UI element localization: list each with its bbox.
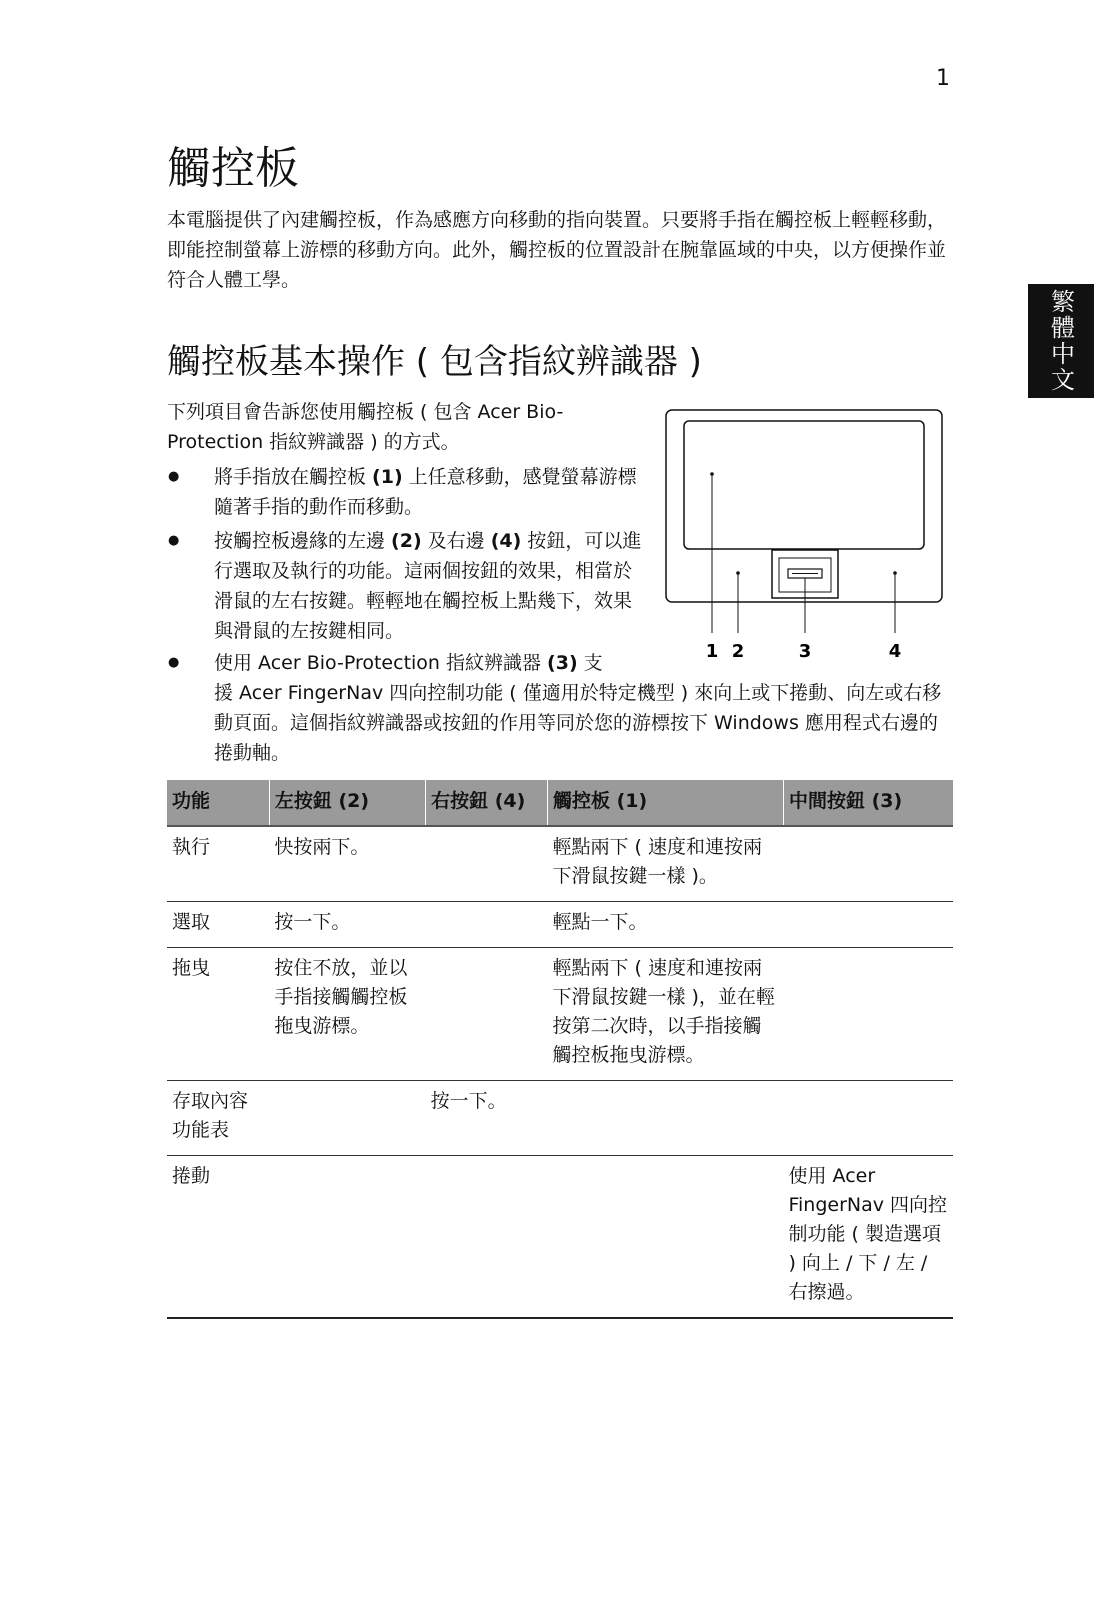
table-cell (783, 902, 953, 948)
table-cell (783, 948, 953, 1081)
table-cell: 輕點兩下 ( 速度和連按兩下滑鼠按鍵一樣 )。 (547, 826, 783, 902)
callout-label-1: 1 (705, 641, 719, 662)
bullet-ref: (1) (372, 466, 403, 488)
callout-label-4: 4 (888, 641, 902, 662)
table-cell: 按一下。 (426, 1081, 548, 1156)
bullet-text: 按鈕，可以進行選取及執行的功能。這兩個按鈕的效果，相當於滑鼠的左右按鍵。輕輕地在觸控板上點幾下，效果與滑鼠的左按鍵相同。 (214, 530, 642, 642)
table-cell (426, 902, 548, 948)
touchpad-surface (684, 421, 924, 549)
bullet-text: 按觸控板邊緣的左邊 (214, 530, 392, 552)
table-cell: 輕點兩下 ( 速度和連按兩下滑鼠按鍵一樣 )，並在輕按第二次時，以手指接觸觸控板拖曳游標。 (547, 948, 783, 1081)
intro-paragraph: 本電腦提供了內建觸控板，作為感應方向移動的指向裝置。只要將手指在觸控板上輕輕移動，即能控制螢幕上游標的移動方向。此外，觸控板的位置設計在腕靠區域的中央，以方便操作並符合人體工學。 (167, 209, 947, 291)
table-header-cell: 功能 (167, 780, 269, 826)
table-cell: 執行 (167, 826, 269, 902)
table-row (167, 1156, 953, 1319)
page-title: 觸控板 (167, 143, 299, 194)
bullet-first-line (214, 648, 634, 678)
table-row (167, 1081, 953, 1156)
table-cell: 存取內容功能表 (167, 1081, 269, 1156)
bullet-item-move (214, 462, 644, 522)
bullet-ref: (4) (490, 530, 522, 552)
bullet-ref: (2) (391, 530, 422, 552)
table-cell (783, 826, 953, 902)
table-cell (269, 1081, 425, 1156)
table-row (167, 902, 953, 948)
table-header-row (167, 780, 953, 826)
bullet-text: 援 Acer FingerNav 四向控制功能 ( 僅適用於特定機型 ) 來向上或下捲動、向左或右移動頁面。這個指紋辨識器或按鈕的作用等同於您的游標按下 Windows 應用程式右邊的捲動軸。 (214, 682, 942, 764)
callout-label-2: 2 (731, 641, 745, 662)
table-cell: 快按兩下。 (269, 826, 425, 902)
table-header-cell: 左按鈕 (2) (269, 780, 425, 826)
page-number: 1 (936, 66, 950, 91)
table-cell: 捲動 (167, 1156, 269, 1319)
bullet-text: 支 (577, 652, 603, 674)
table-cell (426, 826, 548, 902)
table-cell: 輕點一下。 (547, 902, 783, 948)
table-cell: 按住不放，並以手指接觸觸控板拖曳游標。 (269, 948, 425, 1081)
bullet-item-fingerprint (214, 648, 954, 768)
callout-label-3: 3 (798, 641, 812, 662)
table-cell: 選取 (167, 902, 269, 948)
touchpad-diagram (664, 408, 946, 664)
bullet-ref: (3) (547, 652, 578, 674)
table-row (167, 948, 953, 1081)
table-header-cell: 中間按鈕 (3) (783, 780, 953, 826)
language-tab (1028, 284, 1094, 398)
bullet-item-buttons (214, 526, 644, 646)
language-tab-label: 繁體中文 (1046, 289, 1075, 393)
table-cell: 按一下。 (269, 902, 425, 948)
table-header-cell: 右按鈕 (4) (426, 780, 548, 826)
bullet-text: 使用 Acer Bio-Protection 指紋辨識器 (214, 652, 548, 674)
table-cell (426, 948, 548, 1081)
table-cell (783, 1081, 953, 1156)
bullet-text: 上任意移動，感覺螢幕游標隨著手指的動作而移動。 (214, 466, 637, 518)
table-cell: 拖曳 (167, 948, 269, 1081)
table-cell (547, 1081, 783, 1156)
table-header-cell: 觸控板 (1) (547, 780, 783, 826)
table-cell (426, 1156, 548, 1319)
table-row (167, 826, 953, 902)
bullet-text: 將手指放在觸控板 (214, 466, 373, 488)
lead-paragraph: 下列項目會告訴您使用觸控板 ( 包含 Acer Bio-Protection 指紋辨識器 ) 的方式。 (167, 401, 564, 453)
table-cell: 使用 Acer FingerNav 四向控制功能 ( 製造選項 ) 向上 / 下 / 左 / 右擦過。 (783, 1156, 953, 1319)
table-cell (269, 1156, 425, 1319)
table-cell (547, 1156, 783, 1319)
section-title: 觸控板基本操作 ( 包含指紋辨識器 ) (167, 342, 702, 382)
bullet-text: 及右邊 (421, 530, 491, 552)
touchpad-function-table (167, 780, 953, 1319)
